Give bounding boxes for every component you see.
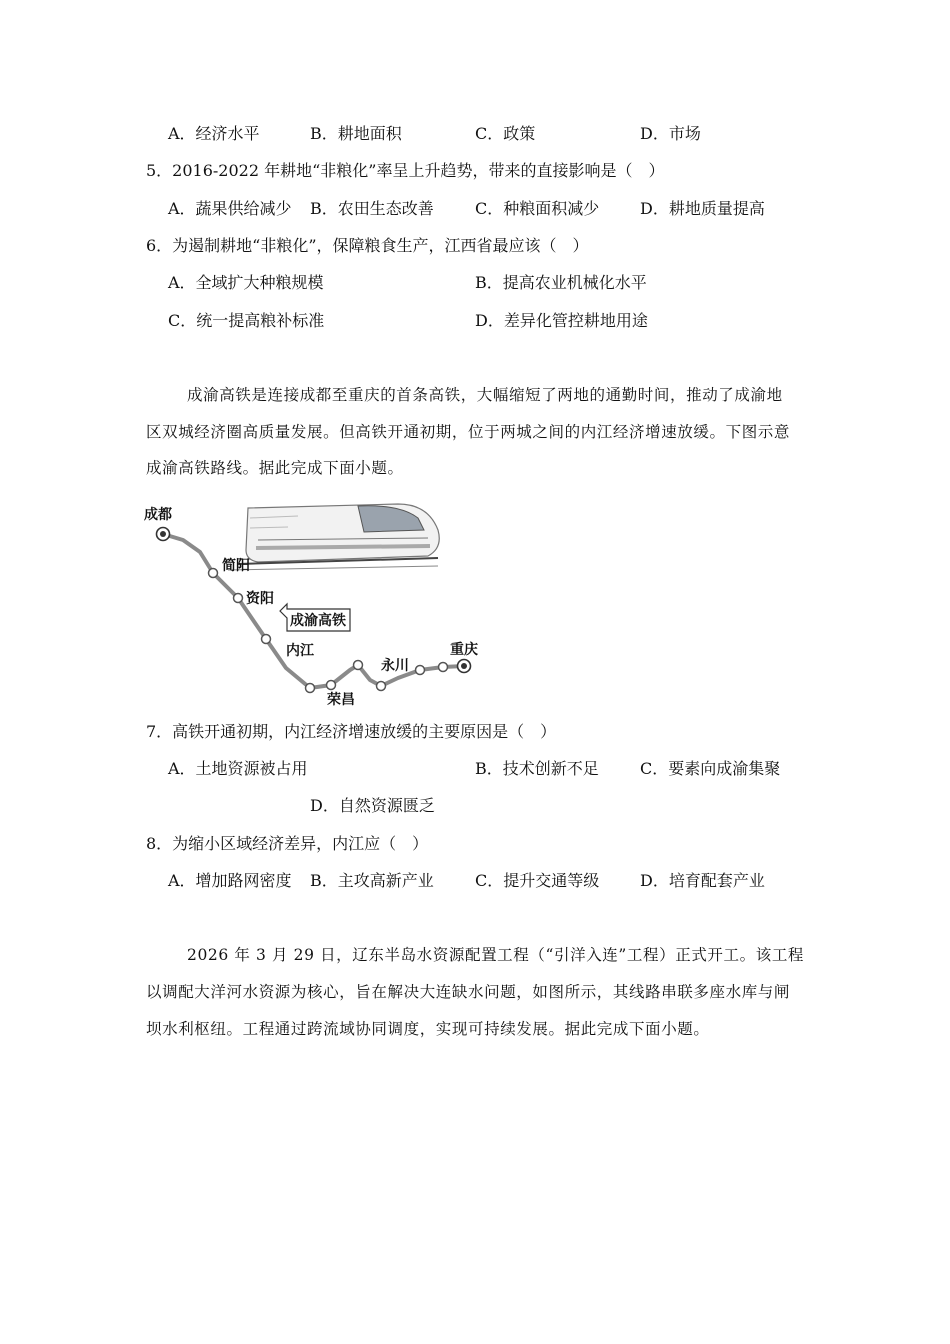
station-label-chongqing: 重庆 (450, 642, 478, 658)
passage-line: 2026 年 3 月 29 日，辽东半岛水资源配置工程（“引洋入连”工程）正式开工。该工程 (187, 946, 805, 964)
passage-line: 成渝高铁是连接成都至重庆的首条高铁，大幅缩短了两地的通勤时间，推动了成渝地 (187, 386, 783, 404)
option-c: C．统一提高粮补标准 (168, 311, 325, 330)
question-stem: 6．为遏制耕地“非粮化”，保障粮食生产，江西省最应该（ ） (146, 236, 589, 255)
station-marker (439, 663, 448, 672)
station-label-yongchuan: 永川 (381, 658, 409, 674)
question-stem: 7．高铁开通初期，内江经济增速放缓的主要原因是（ ） (146, 722, 557, 741)
option-a: A．经济水平 (168, 124, 260, 143)
station-marker (354, 661, 363, 670)
option-d: D．市场 (640, 124, 701, 143)
option-a: A．增加路网密度 (168, 871, 292, 890)
option-b: B．提高农业机械化水平 (475, 273, 647, 292)
option-b: B．主攻高新产业 (310, 871, 434, 890)
option-c: C．种粮面积减少 (475, 199, 600, 218)
option-b: B．耕地面积 (310, 124, 402, 143)
station-label-chengdu: 成都 (144, 507, 172, 523)
station-chongqing-marker (458, 660, 471, 673)
passage-line: 以调配大洋河水资源为核心，旨在解决大连缺水问题，如图所示，其线路串联多座水库与闸 (146, 983, 791, 1001)
option-c: C．政策 (475, 124, 536, 143)
option-c: C．提升交通等级 (475, 871, 600, 890)
passage-line: 区双城经济圈高质量发展。但高铁开通初期，位于两城之间的内江经济增速放缓。下图示意 (146, 423, 791, 441)
option-d: D．培育配套产业 (640, 871, 765, 890)
station-marker (209, 569, 218, 578)
station-marker (416, 666, 425, 675)
line-label: 成渝高铁 (290, 613, 346, 629)
question-stem: 8．为缩小区域经济差异，内江应（ ） (146, 834, 429, 853)
station-marker (262, 635, 271, 644)
station-marker (377, 682, 386, 691)
question-stem: 5．2016-2022 年耕地“非粮化”率呈上升趋势，带来的直接影响是（ ） (146, 161, 665, 180)
passage-line: 成渝高铁路线。据此完成下面小题。 (146, 459, 404, 477)
option-b: B．技术创新不足 (475, 759, 599, 778)
option-d: D．耕地质量提高 (640, 199, 765, 218)
train-illustration (228, 504, 439, 570)
option-a: A．土地资源被占用 (168, 759, 308, 778)
station-marker (327, 681, 336, 690)
line-callout (280, 604, 350, 631)
passage-line: 坝水利枢纽。工程通过跨流域协同调度，实现可持续发展。据此完成下面小题。 (146, 1020, 710, 1038)
option-d: D．差异化管控耕地用途 (475, 311, 648, 330)
station-label-jianyang: 简阳 (222, 558, 250, 574)
station-label-ziyang: 资阳 (246, 591, 274, 607)
option-d: D．自然资源匮乏 (310, 796, 435, 815)
station-chengdu-marker (157, 528, 170, 541)
station-label-neijiang: 内江 (286, 643, 314, 659)
option-b: B．农田生态改善 (310, 199, 434, 218)
railway-map (138, 500, 498, 710)
option-c: C．要素向成渝集聚 (640, 759, 781, 778)
option-a: A．全域扩大种粮规模 (168, 273, 324, 292)
station-label-rongchang: 荣昌 (327, 692, 355, 708)
station-marker (306, 684, 315, 693)
station-marker (234, 594, 243, 603)
option-a: A．蔬果供给减少 (168, 199, 292, 218)
